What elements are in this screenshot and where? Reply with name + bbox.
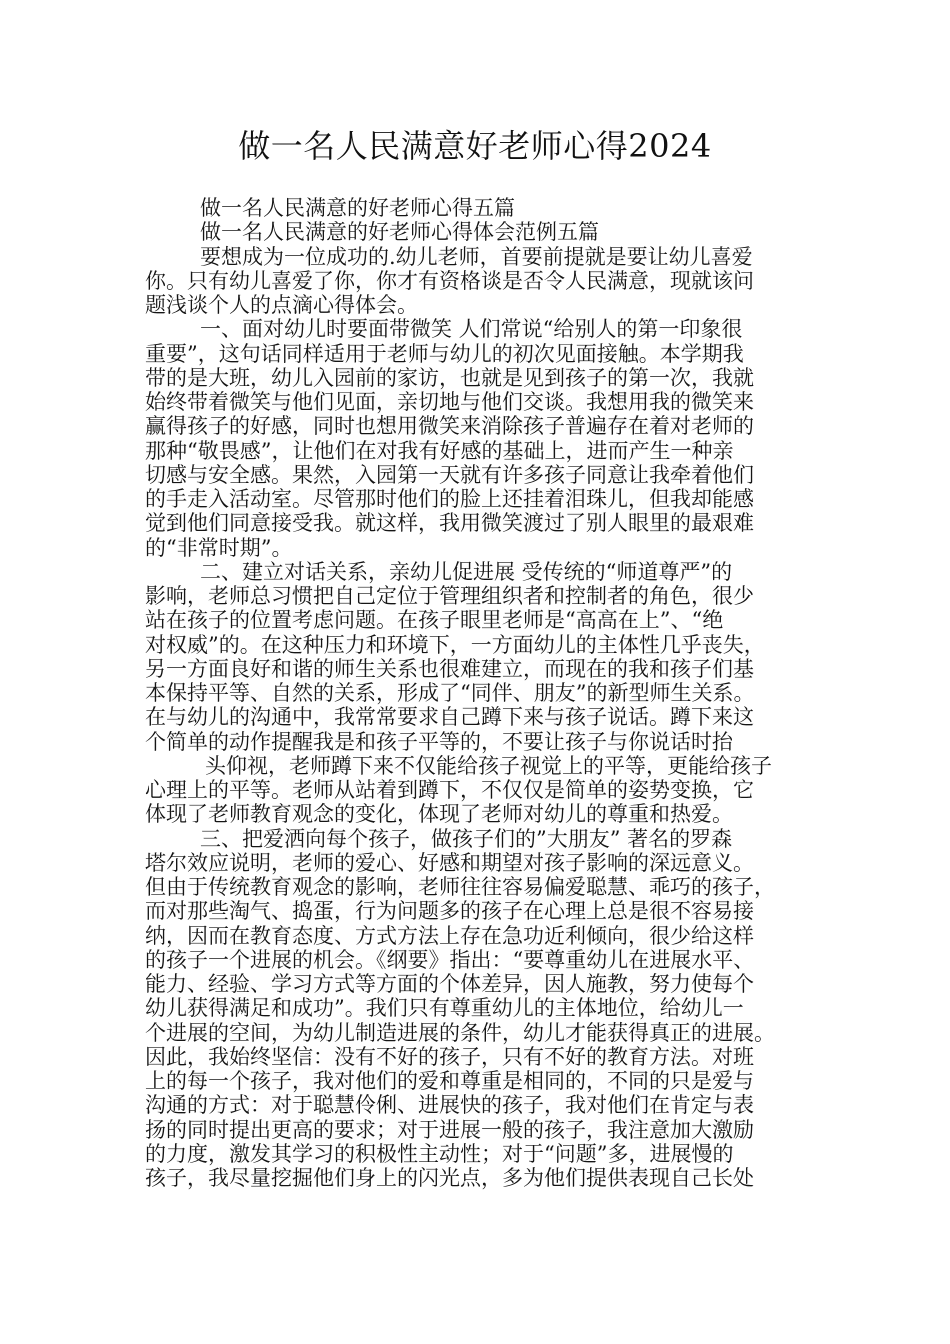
paragraph-line: 个简单的动作提醒我是和孩子平等的，不要让孩子与你说话时抬: [145, 729, 733, 754]
paragraph-line: 纳，因而在教育态度、方式方法上存在急功近利倾向，很少给这样: [145, 923, 754, 948]
paragraph-line: 幼儿获得满足和成功”。我们只有尊重幼儿的主体地位，给幼儿一: [145, 996, 744, 1021]
subtitle-line: 做一名人民满意的好老师心得五篇: [200, 196, 515, 220]
subtitle-line: 做一名人民满意的好老师心得体会范例五篇: [200, 220, 599, 245]
paragraph-line: 体现了老师教育观念的变化，体现了老师对幼儿的尊重和热爱。: [145, 802, 733, 827]
paragraph-line: 切感与安全感。果然，入园第一天就有许多孩子同意让我牵着他们: [145, 462, 754, 487]
section-heading-line: 一、面对幼儿时要面带微笑 人们常说“给别人的第一印象很: [200, 317, 743, 342]
paragraph-line: 头仰视，老师蹲下来不仅能给孩子视觉上的平等，更能给孩子: [205, 753, 772, 778]
section-heading-line: 二、建立对话关系，亲幼儿促进展 受传统的“师道尊严”的: [200, 559, 733, 584]
section-heading-line: 三、把爱洒向每个孩子，做孩子们的”大朋友” 著名的罗森: [200, 826, 733, 851]
paragraph-line: 沟通的方式：对于聪慧伶俐、进展快的孩子，我对他们在肯定与表: [145, 1093, 754, 1118]
paragraph-line: 的力度，激发其学习的积极性主动性；对于“问题”多，进展慢的: [145, 1141, 734, 1166]
paragraph-line: 题浅谈个人的点滴心得体会。: [145, 293, 418, 317]
paragraph-line: 的孩子一个进展的机会。《纲要》指出：“要尊重幼儿在进展水平、: [145, 947, 755, 972]
paragraph-line: 另一方面良好和谐的师生关系也很难建立，而现在的我和孩子们基: [145, 656, 754, 681]
paragraph-line: 你。只有幼儿喜爱了你，你才有资格谈是否令人民满意，现就该问: [145, 268, 754, 293]
paragraph-line: 对权威”的。在这种压力和环境下，一方面幼儿的主体性几乎丧失，: [145, 632, 765, 657]
paragraph-line: 影响，老师总习惯把自己定位于管理组织者和控制者的角色，很少: [145, 584, 754, 608]
paragraph-line: 要想成为一位成功的.幼儿老师，首要前提就是要让幼儿喜爱: [200, 244, 753, 269]
paragraph-line: 个进展的空间，为幼儿制造进展的条件，幼儿才能获得真正的进展。: [145, 1020, 775, 1045]
paragraph-line: 重要”，这句话同样适用于老师与幼儿的初次见面接触。本学期我: [145, 341, 744, 366]
paragraph-line: 觉到他们同意接受我。就这样，我用微笑渡过了别人眼里的最艰难: [145, 511, 754, 536]
paragraph-line: 那种“敬畏感”，让他们在对我有好感的基础上，进而产生一种亲: [145, 438, 734, 463]
paragraph-line: 上的每一个孩子，我对他们的爱和尊重是相同的，不同的只是爱与: [145, 1069, 754, 1093]
paragraph-line: 始终带着微笑与他们见面，亲切地与他们交谈。我想用我的微笑来: [145, 390, 754, 414]
paragraph-line: 而对那些淘气、捣蛋，行为问题多的孩子在心理上总是很不容易接: [145, 899, 754, 924]
paragraph-line: 心理上的平等。老师从站着到蹲下，不仅仅是简单的姿势变换，它: [145, 778, 754, 802]
document-title: 做一名人民满意好老师心得2024: [238, 127, 712, 165]
paragraph-line: 塔尔效应说明，老师的爱心、好感和期望对孩子影响的深远意义。: [145, 850, 754, 875]
paragraph-line: 的“非常时期”。: [145, 535, 293, 560]
paragraph-line: 能力、经验、学习方式等方面的个体差异，因人施教，努力使每个: [145, 972, 754, 996]
paragraph-line: 赢得孩子的好感，同时也想用微笑来消除孩子普遍存在着对老师的: [145, 414, 754, 439]
paragraph-line: 孩子，我尽量挖掘他们身上的闪光点，多为他们提供表现自己长处: [145, 1166, 754, 1190]
paragraph-line: 扬的同时提出更高的要求；对于进展一般的孩子，我注意加大激励: [145, 1117, 754, 1142]
paragraph-line: 但由于传统教育观念的影响，老师往往容易偏爱聪慧、乖巧的孩子，: [145, 875, 775, 899]
paragraph-line: 带的是大班，幼儿入园前的家访，也就是见到孩子的第一次，我就: [145, 365, 754, 390]
paragraph-line: 本保持平等、自然的关系，形成了“同伴、朋友”的新型师生关系。: [145, 681, 755, 705]
paragraph-line: 的手走入活动室。尽管那时他们的脸上还挂着泪珠儿，但我却能感: [145, 487, 754, 511]
document-body: [145, 196, 825, 1190]
paragraph-line: 在与幼儿的沟通中，我常常要求自己蹲下来与孩子说话。蹲下来这: [145, 705, 754, 730]
paragraph-line: 站在孩子的位置考虑问题。在孩子眼里老师是“高高在上”、“绝: [145, 608, 724, 633]
paragraph-line: 因此，我始终坚信：没有不好的孩子，只有不好的教育方法。对班: [145, 1044, 754, 1069]
